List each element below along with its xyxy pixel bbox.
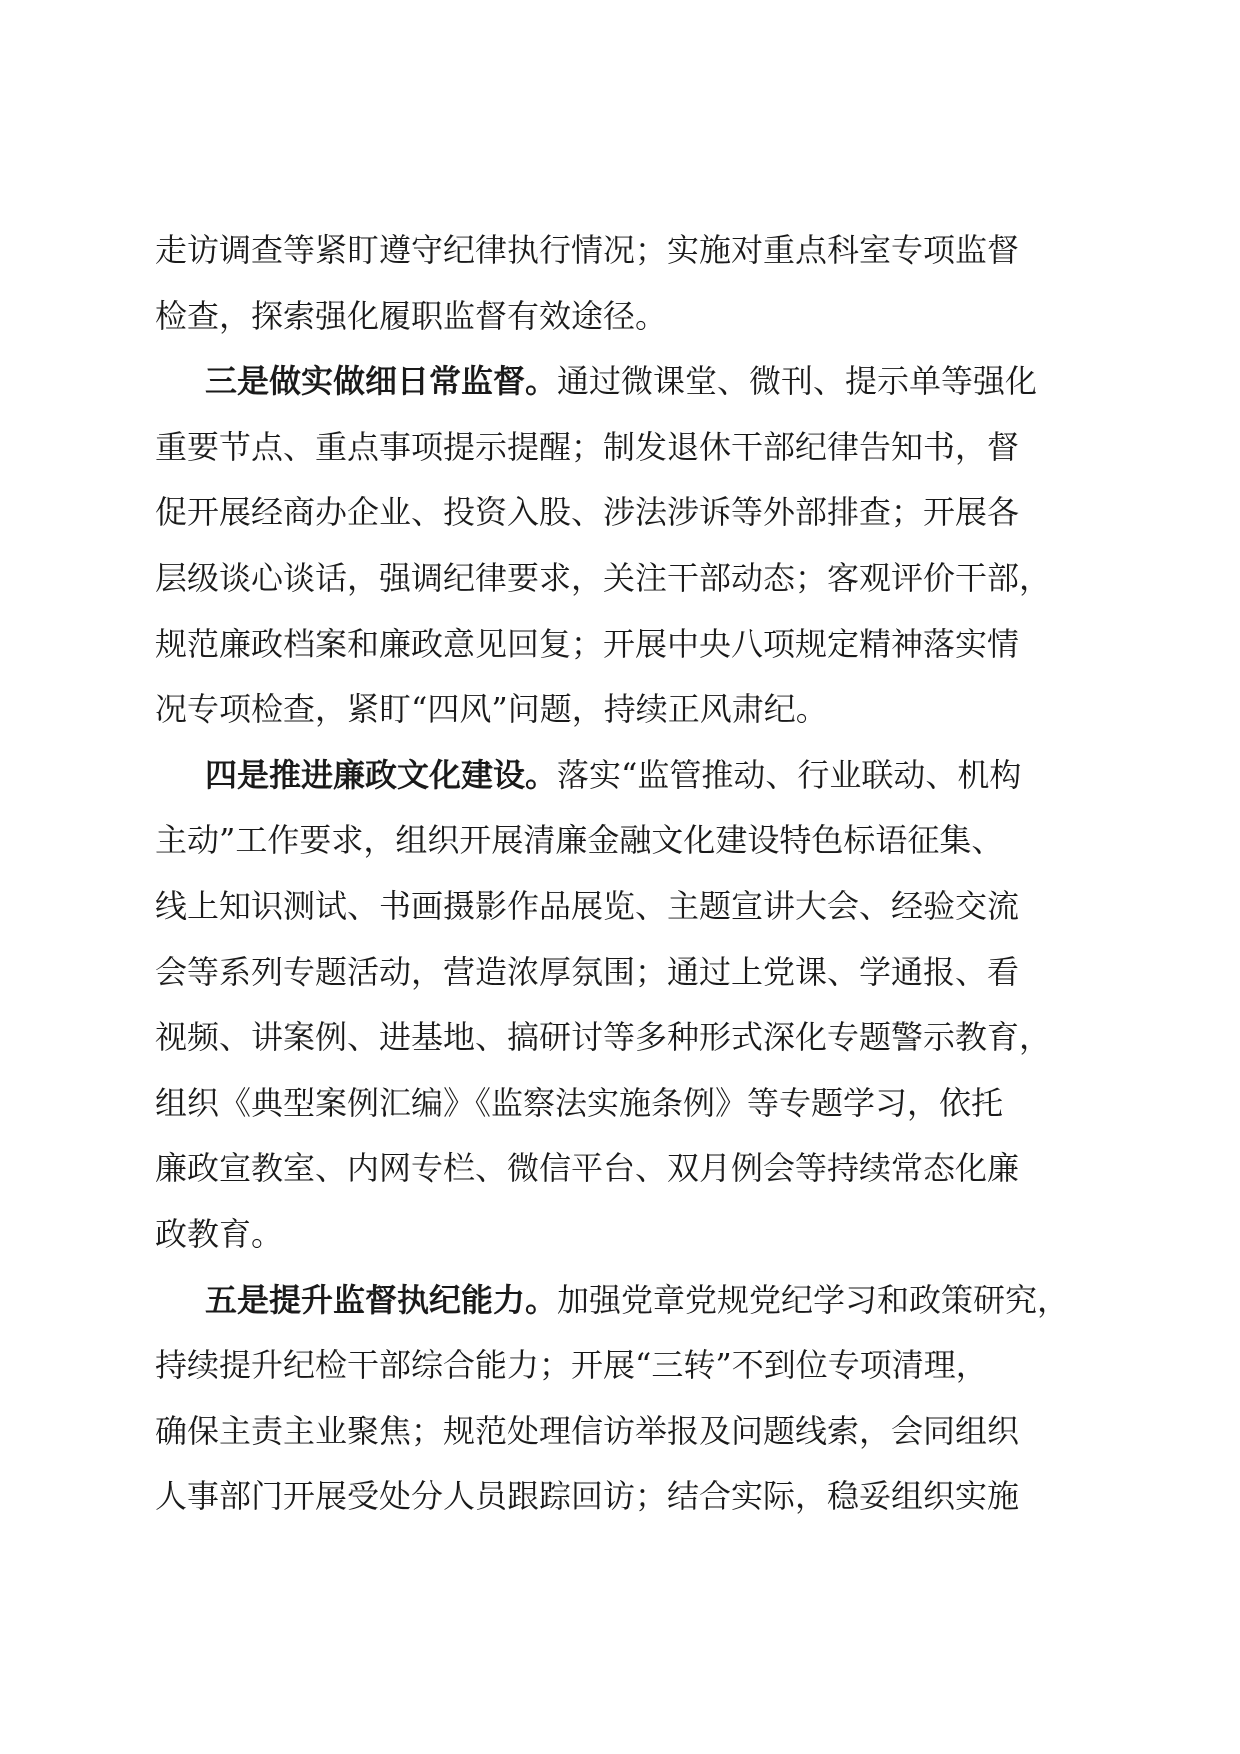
paragraph-3-line-2: 重要节点、重点事项提示提醒；制发退休干部纪律告知书，督: [155, 427, 1020, 466]
paragraph-5-line-4: 人事部门开展受处分人员跟踪回访；结合实际，稳妥组织实施: [155, 1477, 1020, 1516]
paragraph-3-line-4: 层级谈心谈话，强调纪律要求，关注干部动态；客观评价干部，: [155, 558, 1052, 597]
paragraph-3-line-1: [155, 349, 1095, 415]
paragraph-4-line-1: [155, 743, 1095, 809]
paragraph-5-line-3: 确保主责主业聚焦；规范处理信访举报及问题线索，会同组织: [155, 1411, 1020, 1450]
paragraph-4-line-2: 主动”工作要求，组织开展清廉金融文化建设特色标语征集、: [155, 821, 1004, 860]
paragraph-4-line-8: 政教育。: [155, 1214, 284, 1253]
paragraph-3-first-line-rest: 通过微课堂、微刊、提示单等强化: [557, 362, 1038, 401]
paragraph-2-line-1: 走访调查等紧盯遵守纪律执行情况；实施对重点科室专项监督: [155, 231, 1020, 269]
paragraph-3-line-5: 规范廉政档案和廉政意见回复；开展中央八项规定精神落实情: [155, 624, 1020, 663]
paragraph-5-lead: 五是提升监督执纪能力。: [205, 1280, 558, 1319]
paragraph-2-line-2: 检查，探索强化履职监督有效途径。: [155, 296, 668, 335]
paragraph-4-line-4: 会等系列专题活动，营造浓厚氛围；通过上党课、学通报、看: [155, 952, 1020, 991]
paragraph-5-line-1: [155, 1268, 1095, 1334]
document-body: [155, 218, 1095, 1530]
paragraph-4-line-3: 线上知识测试、书画摄影作品展览、主题宣讲大会、经验交流: [155, 886, 1020, 925]
paragraph-3-lead: 三是做实做细日常监督。: [205, 362, 558, 401]
paragraph-5-line-2: 持续提升纪检干部综合能力；开展“三转”不到位专项清理，: [155, 1346, 988, 1385]
paragraph-4-lead: 四是推进廉政文化建设。: [205, 755, 558, 794]
paragraph-5-first-line-rest: 加强党章党规党纪学习和政策研究，: [557, 1280, 1070, 1319]
paragraph-3-line-3: 促开展经商办企业、投资入股、涉法涉诉等外部排查；开展各: [155, 493, 1020, 532]
paragraph-4-line-6: 组织《典型案例汇编》《监察法实施条例》等专题学习，依托: [155, 1083, 1004, 1122]
paragraph-3-line-6: 况专项检查，紧盯“四风”问题，持续正风肃纪。: [155, 690, 828, 729]
paragraph-4-first-line-rest: 落实“监管推动、行业联动、机构: [557, 755, 1022, 794]
paragraph-4-line-5: 视频、讲案例、进基地、搞研讨等多种形式深化专题警示教育，: [155, 1018, 1052, 1057]
paragraph-4-line-7: 廉政宣教室、内网专栏、微信平台、双月例会等持续常态化廉: [155, 1149, 1020, 1188]
